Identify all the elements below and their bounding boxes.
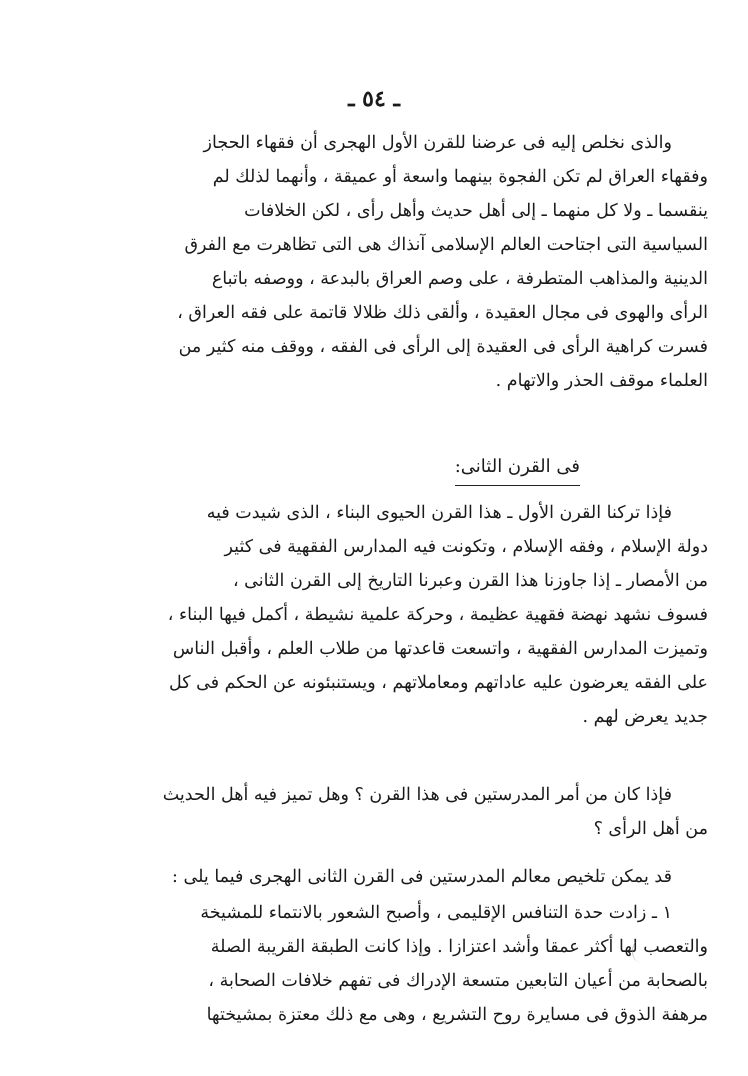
paragraph-question xyxy=(30,778,708,846)
text-line: فسرت كراهية الرأى فى العقيدة إلى الرأى فى الفقه ، ووقف منه كثير من xyxy=(178,337,708,357)
text-line: فإذا كان من أمر المدرستين فى هذا القرن ؟ وهل تميز فيه أهل الحديث xyxy=(162,785,672,805)
text-line: ١ ـ زادت حدة التنافس الإقليمى ، وأصبح الشعور بالانتماء للمشيخة xyxy=(200,903,672,923)
text-line: العلماء موقف الحذر والاتهام . xyxy=(495,371,708,391)
paragraph-summary-intro xyxy=(30,860,708,894)
text-line: بالصحابة من أعيان التابعين متسعة الإدراك فى تفهم خلافات الصحابة ، xyxy=(208,971,708,991)
paragraph-point-one xyxy=(30,896,708,1032)
margin-mark xyxy=(632,940,647,962)
text-line: وتميزت المدارس الفقهية ، واتسعت قاعدتها من طلاب العلم ، وأقبل الناس xyxy=(172,639,708,659)
text-line: على الفقه يعرضون عليه عاداتهم ومعاملاتهم ، ويستنبئونه عن الحكم فى كل xyxy=(168,673,708,693)
text-line: الدينية والمذاهب المتطرفة ، على وصم العراق بالبدعة ، ووصفه باتباع xyxy=(211,269,708,289)
text-line: فسوف نشهد نهضة فقهية عظيمة ، وحركة علمية نشيطة ، أكمل فيها البناء ، xyxy=(167,605,708,625)
text-line: السياسية التى اجتاحت العالم الإسلامى آنذاك هى التى تظاهرت مع الفرق xyxy=(184,235,708,255)
text-line: دولة الإسلام ، وفقه الإسلام ، وتكونت فيه المدارس الفقهية فى كثير xyxy=(224,537,708,557)
section-heading: فى القرن الثانى: xyxy=(455,452,580,486)
text-line: الرأى والهوى فى مجال العقيدة ، وألقى ذلك ظلالا قاتمة على فقه العراق ، xyxy=(177,303,708,323)
text-line: من الأمصار ـ إذا جاوزنا هذا القرن وعبرنا التاريخ إلى القرن الثانى ، xyxy=(232,571,708,591)
text-line: مرهفة الذوق فى مسايرة روح التشريع ، وهى مع ذلك معتزة بمشيختها xyxy=(206,1005,708,1025)
text-line: والتعصب لها أكثر عمقا وأشد اعتزازا . وإذا كانت الطبقة القريبة الصلة xyxy=(210,937,708,957)
text-line: ينقسما ـ ولا كل منهما ـ إلى أهل حديث وأهل رأى ، لكن الخلافات xyxy=(244,201,708,221)
text-line: والذى نخلص إليه فى عرضنا للقرن الأول الهجرى أن فقهاء الحجاز xyxy=(203,133,672,153)
text-line: قد يمكن تلخيص معالم المدرستين فى القرن الثانى الهجرى فيما يلى : xyxy=(172,867,672,887)
page-number: ـ ٥٤ ـ xyxy=(348,86,400,112)
paragraph-first-century-conclusion xyxy=(30,126,708,398)
text-line: وفقهاء العراق لم تكن الفجوة بينهما واسعة أو عميقة ، وأنهما لذلك لم xyxy=(212,167,708,187)
text-line: من أهل الرأى ؟ xyxy=(593,819,708,839)
text-line: جديد يعرض لهم . xyxy=(582,707,708,727)
paragraph-second-century xyxy=(30,496,708,734)
text-line: فإذا تركنا القرن الأول ـ هذا القرن الحيوى البناء ، الذى شيدت فيه xyxy=(206,503,672,523)
